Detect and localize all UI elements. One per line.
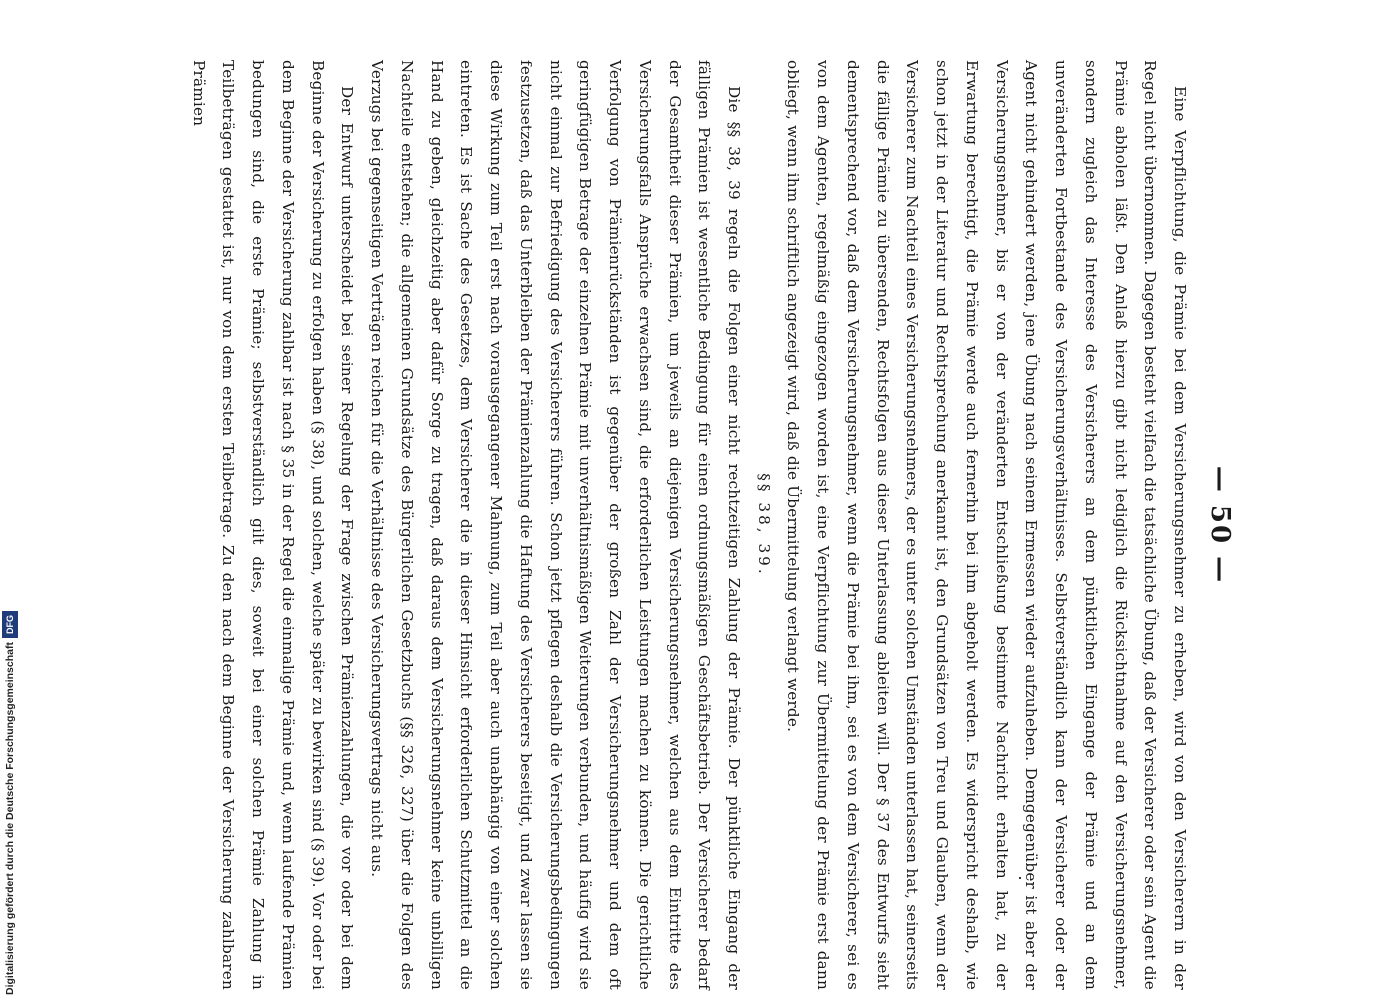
page-number: — 50 — xyxy=(1205,465,1235,585)
scanned-page xyxy=(140,60,1240,990)
section-heading: §§ 38, 39. xyxy=(754,473,773,577)
paragraph: Der Entwurf unterscheidet bei seiner Regelung der Frage zwischen Prämienzahlungen, die vor oder bei dem Beginne der Versicherung zu erfolgen haben (§ 38), und solchen, welche später zu bewirken sind (§ 39). Vor oder bei dem Beginne der Versicherung zahlbar ist nach § 35 in der Regel die einmalige Prämie und, wenn laufende Prämien bedungen sind, die erste Prämie; selbstverständlich gilt dies, soweit bei einer solchen Prämie Zahlung in Teilbeträgen gestattet ist, nur von dem ersten Teilbetrage. Zu den nach dem Beginne der Versicherung zahlbaren Prämien xyxy=(189,60,357,990)
dfg-logo-icon: DFG xyxy=(2,611,18,638)
digitization-credit-bar xyxy=(0,0,22,1000)
scan-speck xyxy=(1019,877,1021,879)
paragraph: Die §§ 38, 39 regeln die Folgen einer nicht rechtzeitigen Zahlung der Prämie. Der pünktliche Eingang der fälligen Prämien ist wesentliche Bedingung für einen ordnungsmäßigen Geschäftsbetrieb. Der Versicherer bedarf der Gesamtheit dieser Prämien, um jeweils an diejenigen Versicherungsnehmer, welchen aus dem Eintritte des Versicherungsfalls Ansprüche erwachsen sind, die erforderlichen Leistungen machen zu können. Die gerichtliche Verfolgung von Prämienrückständen ist gegenüber der großen Zahl der Versicherungsnehmer und dem oft geringfügigen Betrage der einzelnen Prämie mit unverhältnismäßigen Weiterungen verbunden, und häufig wird sie nicht einmal zur Befriedigung des Versicherers führen. Schon jetzt pflegen deshalb die Versicherungsbedingungen festzusetzen, daß das Unterbleiben der Prämienzahlung die Haftung des Versicherers beseitigt, und zwar lassen sie diese Wirkung zum Teil erst nach vorausgegangener Mahnung, zum Teil aber auch unabhängig von einer solchen eintreten. Es ist Sache des Gesetzes, dem Versicherer die in dieser Hinsicht erforderlichen Schutzmittel an die Hand zu geben, gleichzeitig aber dafür Sorge zu tragen, daß daraus dem Versicherungsnehmer keine unbilligen Nachteile entstehen; die allgemeinen Grundsätze des Bürgerlichen Gesetzbuchs (§§ 326, 327) über die Folgen des Verzugs bei gegenseitigen Verträgen reichen für die Verhältnisse des Versicherungsvertrags nicht aus. xyxy=(368,60,743,990)
page-body xyxy=(140,60,1240,990)
paragraph: Eine Verpflichtung, die Prämie bei dem Versicherungsnehmer zu erheben, wird von den Versicherern in der Regel nicht übernommen. Dagegen besteht vielfach die tatsächliche Übung, daß der Versicherer oder sein Agent die Prämie abholen läßt. Den Anlaß hierzu gibt nicht lediglich die Rücksichtnahme auf den Versicherungsnehmer, sondern zugleich das Interesse des Versicherers an dem pünktlichen Eingange der Prämie und an dem unveränderten Fortbestande des Versicherungsverhältnisses. Selbstverständlich kann der Versicherer oder der Agent nicht gehindert werden, jene Übung nach seinem Ermessen wieder aufzuheben. Demgegenüber ist aber der Versicherungsnehmer, bis er von der veränderten Entschließung bestimmte Nachricht erhalten hat, zu der Erwartung berechtigt, die Prämie werde auch fernerhin bei ihm abgeholt werden. Es widerspricht deshalb, wie schon jetzt in der Literatur und Rechtsprechung anerkannt ist, den Grundsätzen von Treu und Glauben, wenn der Versicherer zum Nachteil eines Versicherungsnehmers, der es unter solchen Umständen unterlassen hat, seinerseits die fällige Prämie zu übersenden, Rechtsfolgen aus dieser Unterlassung ableiten will. Der § 37 des Entwurfs sieht dementsprechend vor, daß dem Versicherungsnehmer, wenn die Prämie bei ihm, sei es von dem Versicherer, sei es von dem Agenten, regelmäßig eingezogen worden ist, eine Verpflichtung zur Übermittelung der Prämie erst dann obliegt, wenn ihm schriftlich angezeigt wird, daß die Übermittelung verlangt werde. xyxy=(784,60,1189,990)
digitization-credit xyxy=(2,611,18,995)
credit-text: Digitalisierung gefördert durch die Deutsche Forschungsgemeinschaft xyxy=(4,642,16,995)
